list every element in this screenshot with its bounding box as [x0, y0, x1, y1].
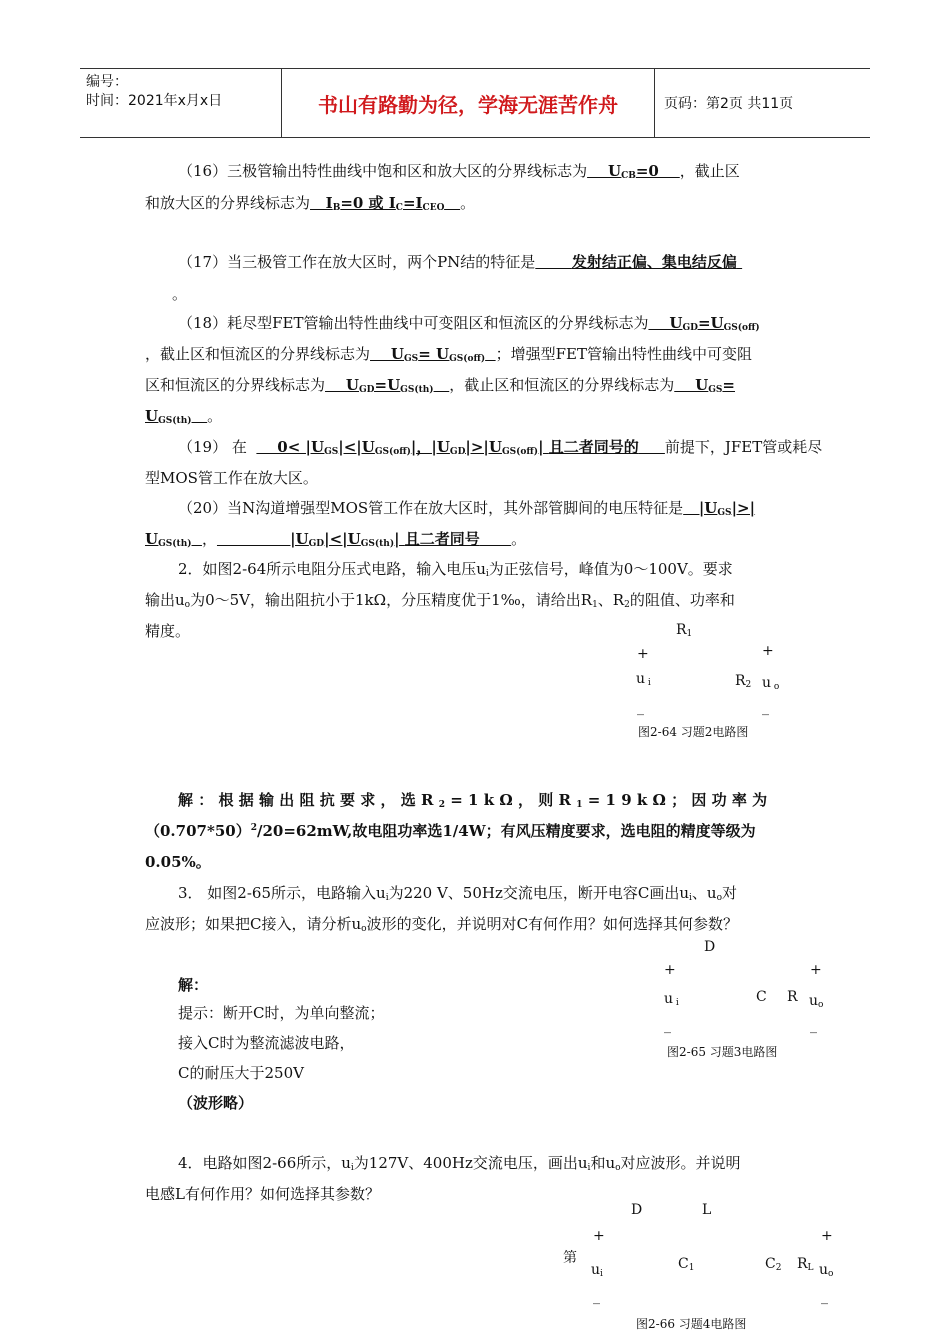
p2-solution-line1: 解：根据输出阻抗要求，选$R_2=1k\Omega$，则$R_1=19k\Omega$；因功率为 — [178, 791, 773, 810]
p4-line2: 电感L有何作用？如何选择其参数？ — [145, 1185, 380, 1203]
header-meta — [80, 69, 282, 137]
q16-ans1: $U_{CB}=0$ — [587, 162, 680, 181]
q16-ans2: $I_B=0$ 或 $I_C=I_{CEO}$ — [310, 194, 445, 213]
q17-answer: 发射结正偏、集电结反偏 — [571, 253, 737, 271]
q18-ans2: $U_{GS}= U_{GS(off)}$ — [370, 345, 486, 364]
page-label: 页码：第2页 共11页 — [664, 96, 794, 112]
p2-solution-line3: 0.05%。 — [145, 853, 211, 871]
p3-solution-line4: （波形略） — [178, 1094, 254, 1112]
p2-line2: 输出$u_o$为0～5V，输出阻抗小于1kΩ，分压精度优于1‰，请给出$R_1$、$R_2$的阻值、功率和 — [145, 591, 735, 610]
q19-line1: （19） 在 $0< |U_{GS}|<|U_{GS(off)}|$，$|U_{GD}|>|U_{GS(off)}|$ 且二者同号的 前提下，JFET管或耗尽 — [178, 438, 823, 457]
p2-line3: 精度。 — [145, 622, 191, 640]
q18-line3: 区和恒流区的分界线标志为 $U_{GD}=U_{GS(th)}$ ，截止区和恒流区的分界线标志为 $U_{GS}=$ — [145, 376, 735, 395]
q20-line1: （20）当N沟道增强型MOS管工作在放大区时，其外部管脚间的电压特征是 $|U_{GS}|>|$ — [178, 499, 756, 518]
q16-line1: （16）三极管输出特性曲线中饱和区和放大区的分界线标志为 $U_{CB}=0$ ，截止区 — [178, 162, 740, 181]
number-label: 编号： — [86, 74, 128, 90]
q18-line2: ，截止区和恒流区的分界线标志为 $U_{GS}= U_{GS(off)}$ ；增强型FET管输出特性曲线中可变阻 — [145, 345, 752, 364]
q20-ans3: $|U_{GD}|<|U_{GS(th)}|$ 且二者同号 — [216, 530, 480, 549]
side-mark: 第 — [563, 1250, 577, 1266]
q19-line2: 型MOS管工作在放大区。 — [145, 469, 318, 487]
p3-solution-line3: C的耐压大于250V — [178, 1064, 304, 1082]
q20-ans2: $U_{GS(th)}$ — [145, 530, 192, 549]
p3-line2: 应波形；如果把C接入，请分析$u_o$波形的变化，并说明对C有何作用？如何选择其何参数？ — [145, 915, 739, 934]
q18-ans4a: $U_{GS}=$ — [674, 376, 735, 395]
p2-line1: 2．如图2-64所示电阻分压式电路，输入电压$u_i$为正弦信号，峰值为0～100V。要求 — [178, 560, 733, 579]
q20-ans1: $|U_{GS}|>|$ — [683, 499, 756, 518]
q17-end: 。 — [172, 285, 188, 303]
p3-line1: 3． 如图2-65所示，电路输入$u_i$为220 V、50Hz交流电压，断开电容C画出$u_i$、$u_o$对 — [178, 884, 738, 903]
p3-solution-line1: 提示：断开C时，为单向整流； — [178, 1004, 385, 1022]
q16-line2: 和放大区的分界线标志为 $I_B=0$ 或 $I_C=I_{CEO}$ 。 — [145, 194, 476, 213]
fig266-caption: 图2-66 习题4电路图 — [636, 1317, 747, 1331]
q18-line1: （18）耗尽型FET管输出特性曲线中可变阻区和恒流区的分界线标志为 $U_{GD}=U_{GS(off)}$ — [178, 314, 760, 333]
p2-solution-line2: $(0.707*50)^2/20=62mW$,故电阻功率选1/4W；有风压精度要求，选电阻的精度等级为 — [145, 822, 756, 840]
fig264-caption: 图2-64 习题2电路图 — [638, 725, 749, 739]
fig265-caption: 图2-65 习题3电路图 — [667, 1045, 778, 1059]
p3-solution-line2: 接入C时为整流滤波电路， — [178, 1034, 355, 1052]
page-header — [80, 68, 870, 138]
q18-ans3: $U_{GD}=U_{GS(th)}$ — [325, 376, 434, 395]
q18-ans4b: $U_{GS(th)}$ — [145, 407, 192, 426]
q18-line4: $U_{GS(th)}$ 。 — [145, 407, 223, 426]
motto: 书山有路勤为径，学海无涯苦作舟 — [282, 69, 655, 137]
q20-line2: $U_{GS(th)}$ ， $|U_{GD}|<|U_{GS(th)}|$ 且二者同号 。 — [145, 530, 527, 549]
date-label: 时间：2021年x月x日 — [86, 93, 223, 109]
q18-ans1: $U_{GD}=U_{GS(off)}$ — [648, 314, 760, 333]
p4-line1: 4．电路如图2-66所示，$u_i$为127V、400Hz交流电压，画出$u_i$和$u_o$对应波形。并说明 — [178, 1154, 741, 1173]
p3-solution-title: 解： — [178, 976, 209, 994]
q17-line1: （17）当三极管工作在放大区时，两个PN结的特征是 发射结正偏、集电结反偏 — [178, 247, 742, 277]
q19-answer: $0< |U_{GS}|<|U_{GS(off)}|$，$|U_{GD}|>|U_{GS(off)}|$ 且二者同号的 — [256, 438, 639, 457]
